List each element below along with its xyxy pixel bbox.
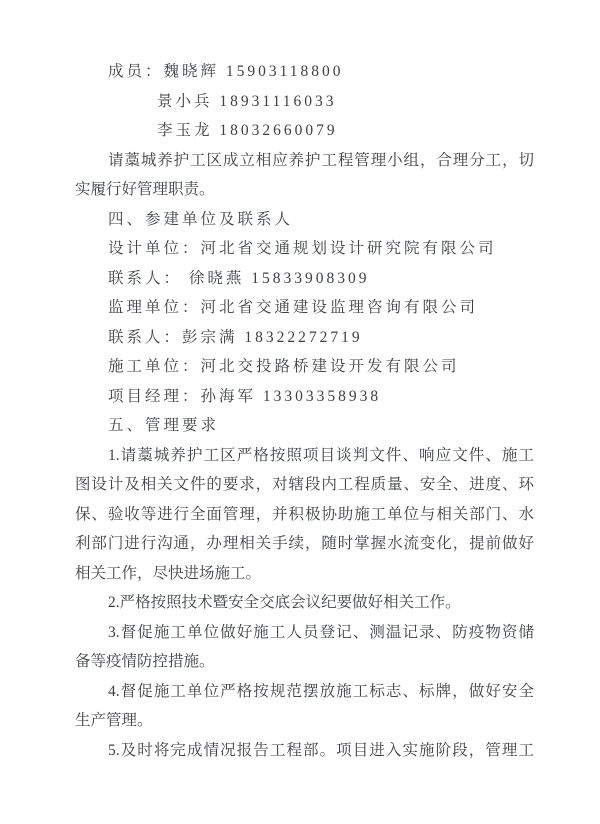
doc-line: 四、参建单位及联系人 — [108, 210, 294, 228]
doc-line: 图设计及相关文件的要求，对辖段内工程质量、安全、进度、环 — [75, 476, 534, 493]
doc-line: 五、管理要求 — [108, 417, 220, 434]
doc-line: 3.督促施工单位做好施工人员登记、测温记录、防疫物资储 — [108, 623, 534, 641]
doc-line: 李玉龙 18032660079 — [157, 122, 338, 139]
doc-line: 备等疫情防控措施。 — [75, 653, 215, 670]
doc-line: 相关工作，尽快进场施工。 — [75, 564, 262, 582]
doc-line: 联系人： 徐晓燕 15833908309 — [108, 269, 370, 287]
doc-line: 实履行好管理职责。 — [75, 181, 215, 198]
doc-line: 5.及时将完成情况报告工程部。项目进入实施阶段，管理工 — [108, 741, 534, 759]
doc-line: 2.严格按照技术暨安全交底会议纪要做好相关工作。 — [108, 594, 461, 611]
doc-line: 设计单位：河北省交通规划设计研究院有限公司 — [108, 240, 497, 257]
doc-line: 4.督促施工单位严格按规范摆放施工标志、标牌，做好安全 — [108, 682, 534, 700]
doc-line: 请藁城养护工区成立相应养护工程管理小组，合理分工，切 — [108, 151, 534, 169]
doc-line: 施工单位：河北交投路桥建设开发有限公司 — [108, 358, 460, 375]
doc-line: 联系人：彭宗满 18322272719 — [108, 328, 363, 346]
doc-line: 生产管理。 — [75, 712, 153, 729]
document-body — [75, 57, 534, 765]
doc-line: 保、验收等进行全面管理，并积极协助施工单位与相关部门、水 — [75, 505, 534, 523]
doc-line: 利部门进行沟通，办理相关手续，随时掌握水流变化，提前做好 — [75, 535, 534, 552]
doc-line: 项目经理：孙海军 13303358938 — [108, 387, 382, 405]
doc-line: 监理单位：河北省交通建设监理咨询有限公司 — [108, 299, 479, 316]
doc-line: 成员：魏晓辉 15903118800 — [108, 63, 344, 80]
doc-line: 景小兵 18931116033 — [157, 92, 337, 110]
doc-line: 1.请藁城养护工区严格按照项目谈判文件、响应文件、施工 — [108, 446, 534, 464]
